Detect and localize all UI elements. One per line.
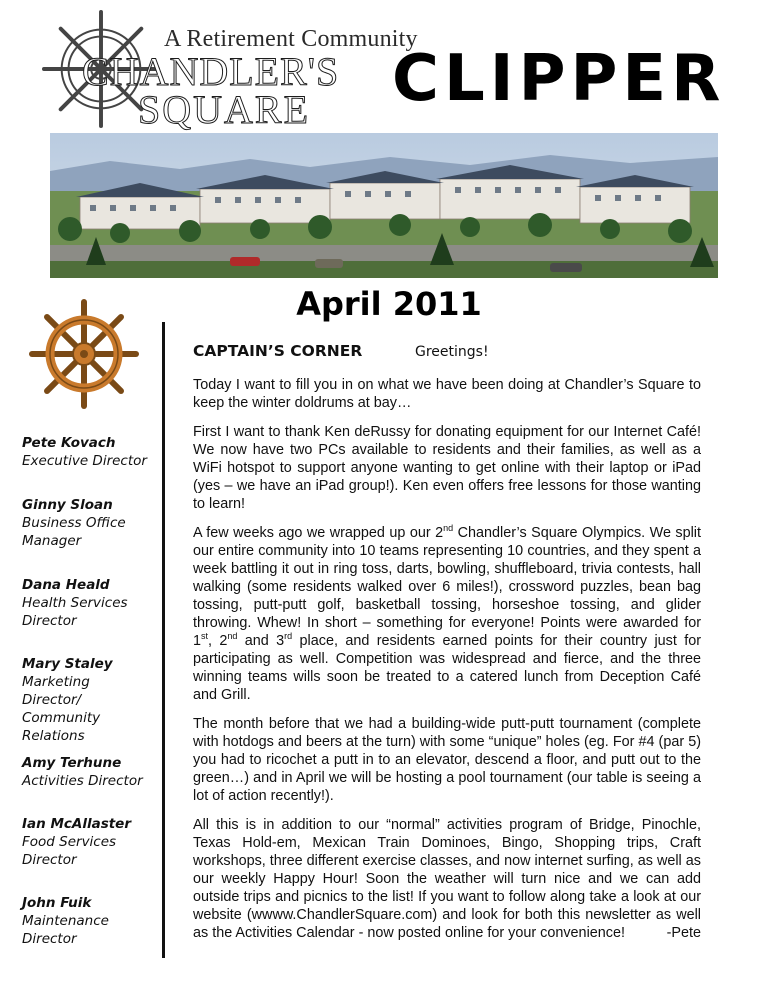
staff-title: Business Office Manager bbox=[22, 515, 126, 549]
staff-entry bbox=[22, 496, 152, 550]
staff-entry bbox=[22, 434, 152, 470]
issue-date: April 2011 bbox=[296, 285, 482, 323]
staff-title: Executive Director bbox=[22, 453, 147, 469]
captains-corner-article bbox=[193, 342, 701, 942]
staff-entry bbox=[22, 576, 152, 630]
staff-entry bbox=[22, 815, 152, 869]
staff-name: Dana Heald bbox=[22, 577, 110, 593]
staff-entry bbox=[22, 655, 152, 745]
paragraph: All this is in addition to our “normal” activities program of Bridge, Pinochle, Texas Hold-em, Mexican Train Dominoes, Bingo, Shopping trips, Craft workshops, three different exercise classes, and now internet surfing, as well as our weekly Happy Hour! Soon the weather will turn nice and we can add outside trips and picnics to the list! If you want to follow along take a look at our website (wwww.ChandlerSquare.com) and look for both this newsletter as well as the Activities Calendar - now posted online for your convenience! -Pete bbox=[193, 817, 701, 941]
column-divider bbox=[162, 322, 165, 958]
section-title: CAPTAIN’S CORNER bbox=[193, 342, 363, 360]
staff-name: John Fuik bbox=[22, 895, 92, 911]
signature: -Pete bbox=[666, 925, 701, 941]
staff-name: Pete Kovach bbox=[22, 435, 116, 451]
staff-name: Mary Staley bbox=[22, 656, 113, 672]
ships-wheel-icon bbox=[28, 298, 140, 410]
staff-title: Marketing Director/ Community Relations bbox=[22, 674, 101, 744]
staff-entry bbox=[22, 894, 152, 948]
staff-name: Ginny Sloan bbox=[22, 497, 113, 513]
staff-title: Health Services Director bbox=[22, 595, 128, 629]
tagline: A Retirement Community bbox=[164, 26, 418, 52]
paragraph: The month before that we had a building-wide putt-putt tournament (complete with hotdogs and beers at the turn) with some “unique” holes (eg. For #4 (par 5) you had to ricochet a putt in to an elevator, descend a floor, and putt out to the green…) and in April we will be hosting a pool tournament (our table is seeing a lot of action recently!). bbox=[193, 716, 701, 804]
article-header bbox=[193, 342, 701, 368]
greeting: Greetings! bbox=[415, 344, 489, 360]
brand-name-line1: CHANDLER'S bbox=[82, 49, 340, 94]
paragraph: A few weeks ago we wrapped up our 2nd Chandler’s Square Olympics. We split our entire community into 10 teams representing 10 countries, and they spent a week battling it out in ring toss, darts, bowling, shuffleboard, trivia contests, hall walking (some residents walked over 6 miles!), crossword puzzles, bean bag tossing, putt-putt golf, basketball tossing, horseshoe tossing, and glider throwing. Whew! In short – something for everyone! Points were awarded for 1st, 2nd and 3rd place, and residents earned points for their country just for participating as well. Competition was widespread and fierce, and the three winning teams wills soon be treated to a catered lunch from Deception Café and Grill. bbox=[193, 523, 702, 703]
paragraph: Today I want to fill you in on what we have been doing at Chandler’s Square to keep the winter doldrums at bay… bbox=[193, 377, 701, 411]
staff-title: Maintenance Director bbox=[22, 913, 109, 947]
brand-name-line2: SQUARE bbox=[138, 87, 311, 132]
staff-name: Amy Terhune bbox=[22, 755, 122, 771]
paragraph: First I want to thank Ken deRussy for donating equipment for our Internet Café! We now have two PCs available to residents and their families, as well as a WiFi hotspot to support anyone wanting to get online with their laptop or iPad (yes – we have an iPad group!). Ken even offers free lessons for those wanting to learn! bbox=[193, 424, 701, 512]
newsletter-title: CLIPPER bbox=[392, 42, 726, 116]
staff-entry bbox=[22, 754, 152, 790]
masthead bbox=[0, 0, 768, 132]
staff-title: Food Services Director bbox=[22, 834, 117, 868]
staff-name: Ian McAllaster bbox=[22, 816, 131, 832]
staff-title: Activities Director bbox=[22, 773, 143, 789]
community-painting bbox=[50, 133, 718, 278]
